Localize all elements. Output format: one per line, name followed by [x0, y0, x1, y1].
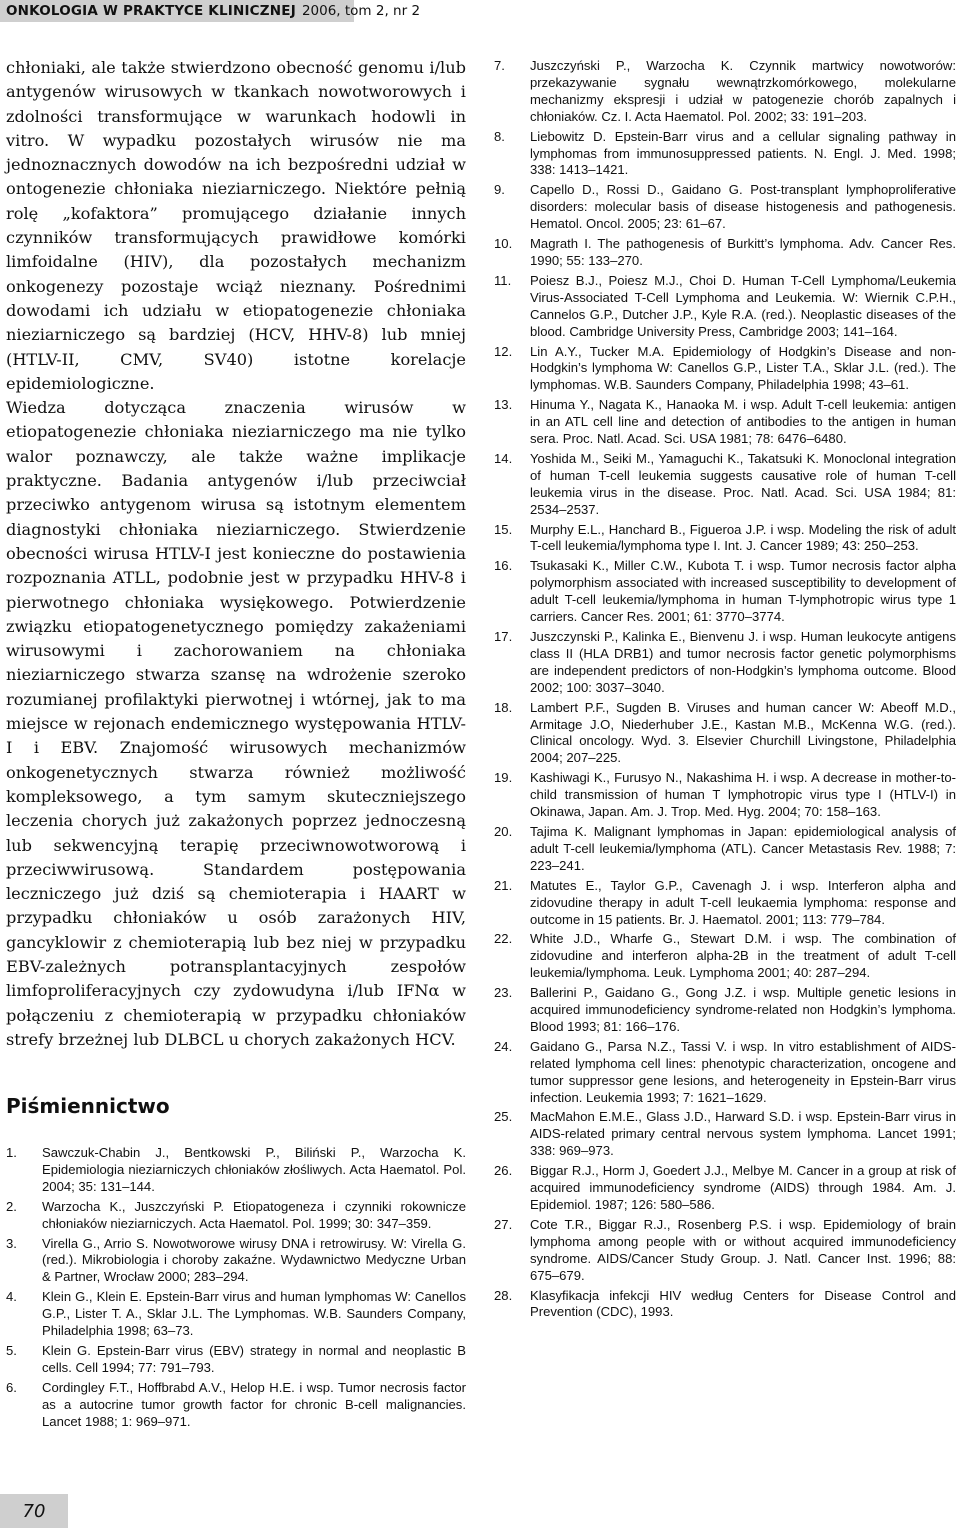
reference-item — [494, 397, 956, 448]
reference-text: Lin A.Y., Tucker M.A. Epidemiology of Hodgkin’s Disease and non-Hodgkin’s lymphoma W: Canellos G.P., Lister T.A., Sklar J.L. (red.). The lymphomas. W.B. Saunders Company, Philadelphia 1998; 43–61. — [530, 343, 956, 393]
reference-item — [494, 824, 956, 875]
reference-text: Cote T.R., Biggar R.J., Rosenberg P.S. i wsp. Epidemiology of brain lymphoma among people with or without acquired immunodeficiency syndrome. AIDS/Cancer Study Group. J. Natl. Cancer Inst. 1996; 88: 675–679. — [530, 1216, 956, 1283]
reference-text: Capello D., Rossi D., Gaidano G. Post-transplant lymphoproliferative disorders: molecular basis of disease histogenesis and pathogenesis. Hematol. Oncol. 2005; 23: 61–67. — [530, 182, 956, 232]
reference-number: 6. — [6, 1379, 17, 1395]
reference-item — [6, 1236, 466, 1287]
reference-number: 13. — [494, 397, 513, 413]
reference-item — [494, 1039, 956, 1107]
reference-item — [494, 129, 956, 180]
reference-number: 23. — [494, 985, 513, 1001]
reference-text: Virella G., Arrio S. Nowotworowe wirusy DNA i retrowirusy. W: Virella G. (red.). Mikrobiologia i choroby zakaźne. Wydawnictwo Medyczne Urban & Partner, Wrocław 2000; 283–294. — [42, 1235, 466, 1285]
reference-text: Tsukasaki K., Miller C.W., Kubota T. i wsp. Tumor necrosis factor alpha polymorphism associated with increased susceptibility to development of adult T-cell leukemia/lymphoma in human T-lymphotropic wirus type 1 carriers. Cancer Res. 2001; 61: 3770–3774. — [530, 558, 956, 625]
reference-item — [494, 182, 956, 233]
body-paragraph-1: chłoniaki, ale także stwierdzono obecność genomu i/lub antygenów wirusowych w tkankach nowotworowych i zdolności transformujące w warunkach hodowli in vitro. W wypadku pozostałych wirusów nie ma jednoznacznych dowodów na ich bezpośredni udział w ontogenezie chłoniaka nieziarniczego. Niektóre pełnią rolę „kofaktora” promującego działanie innych czynników transformujących prawidłowe komórki limfoidalne (HIV), dla pozostałych mechanizm onkogenezy pozostaje wciąż nieznany. Pośrednimi dowodami ich udziału w etiopatogenezie chłoniaka nieziarniczego są bardziej (HCV, HHV-8) lub mniej (HTLV-II, CMV, SV40) istotne korelacje epidemiologiczne. — [6, 58, 466, 393]
references-left-column — [6, 1145, 466, 1434]
reference-text: Lambert P.F., Sugden B. Viruses and human cancer W: Abeoff M.D., Armitage J.O, Niederhuber J.E., Kastan M.B., McKenna W.G. (red.). Clinical oncology. Wyd. 3. Elsevier Churchill Livingstone, Philadelphia 2004; 207–225. — [530, 699, 956, 766]
reference-text: Klein G., Klein E. Epstein-Barr virus and human lymphomas W: Canellos G.P., Lister T. A., Sklar J.L. The Lymphomas. W.B. Saunders Company, Philadelphia 1998; 63–73. — [42, 1289, 466, 1339]
reference-text: Warzocha K., Juszczyński P. Etiopatogeneza i czynniki rokownicze chłoniaków nieziarniczych. Acta Haematol. Pol. 1999; 30: 347–359. — [42, 1198, 466, 1231]
reference-text: Klein G. Epstein-Barr virus (EBV) strategy in normal and neoplastic B cells. Cell 1994; 77: 791–793. — [42, 1342, 466, 1375]
reference-number: 25. — [494, 1109, 513, 1125]
reference-number: 9. — [494, 182, 505, 198]
reference-item — [494, 1163, 956, 1214]
page-number: 70 — [0, 1494, 68, 1528]
reference-number: 7. — [494, 58, 505, 73]
references-list-right — [494, 58, 956, 1321]
reference-number: 21. — [494, 877, 513, 893]
running-header — [0, 0, 421, 22]
references-right-column — [494, 58, 956, 1324]
reference-item — [494, 236, 956, 270]
reference-text: Poiesz B.J., Poiesz M.J., Choi D. Human T-Cell Lymphoma/Leukemia Virus-Associated T-Cell Lymphoma and Leukemia. W: Wiernik C.P.H., Cannelos G.P., Dutcher J.P., Kyle R.A. (red.). Neoplastic diseases of the blood. Cambridge University Press, Cambridge 2003; 141–164. — [530, 272, 956, 339]
reference-number: 3. — [6, 1235, 17, 1251]
reference-text: Matutes E., Taylor G.P., Cavenagh J. i wsp. Interferon alpha and zidovudine therapy in adult T-cell leukaemia lymphoma: response and outcome in 15 patients. Br. J. Haematol. 2001; 113: 779–784. — [530, 877, 956, 927]
reference-text: Biggar R.J., Horm J, Goedert J.J., Melbye M. Cancer in a group at risk of acquired immunodeficiency syndrome (AIDS) through 1984. Am. J. Epidemiol. 1987; 126: 580–586. — [530, 1163, 956, 1212]
reference-item — [494, 770, 956, 821]
reference-text: Juszczyński P., Warzocha K. Czynnik martwicy nowotworów: przekazywanie sygnału wewnątrzkomórkowego, molekularne mechanizmy ekspresji i udział w patogenezie chorób zapalnych i chłoniaków. Cz. I. Acta Haematol. Pol. 2002; 33: 191–203. — [530, 58, 956, 124]
reference-item — [494, 58, 956, 126]
references-list-left — [6, 1145, 466, 1431]
body-text — [6, 56, 466, 1052]
reference-item — [6, 1380, 466, 1431]
reference-number: 15. — [494, 521, 513, 537]
references-heading: Piśmiennictwo — [6, 1094, 170, 1118]
reference-text: White J.D., Wharfe G., Stewart D.M. i wsp. The combination of zidovudine and interferon alpha-2B in the treatment of adult T-cell leukemia/lymphoma. Leuk. Lymphoma 2001; 40: 287–294. — [530, 931, 956, 981]
reference-item — [494, 1217, 956, 1285]
reference-item — [6, 1343, 466, 1377]
reference-text: Magrath I. The pathogenesis of Burkitt’s lymphoma. Adv. Cancer Res. 1990; 55: 133–270. — [530, 236, 956, 268]
reference-number: 27. — [494, 1216, 513, 1232]
reference-number: 11. — [494, 272, 512, 288]
reference-item — [494, 985, 956, 1036]
reference-number: 12. — [494, 343, 513, 359]
reference-number: 26. — [494, 1163, 513, 1179]
reference-number: 2. — [6, 1198, 17, 1214]
reference-text: Yoshida M., Seiki M., Yamaguchi K., Takatsuki K. Monoclonal integration of human T-cell leukemia suggests causative role of human T-cell leukemia virus in the disease. Proc. Natl. Acad. Sci. USA 1984; 81: 2534–2537. — [530, 450, 956, 517]
reference-item — [494, 700, 956, 768]
reference-item — [494, 451, 956, 519]
reference-number: 1. — [6, 1145, 17, 1160]
reference-number: 22. — [494, 931, 513, 947]
reference-number: 20. — [494, 823, 513, 839]
reference-text: Murphy E.L., Hanchard B., Figueroa J.P. i wsp. Modeling the risk of adult T-cell leukemia/lymphoma type I. Int. J. Cancer 1989; 43: 250–253. — [530, 521, 956, 554]
reference-item — [494, 629, 956, 697]
reference-item — [494, 273, 956, 341]
reference-number: 5. — [6, 1342, 17, 1358]
reference-number: 19. — [494, 770, 513, 786]
reference-text: Kashiwagi K., Furusyo N., Nakashima H. i wsp. A decrease in mother-to-child transmission of human T lymphotropic virus type I (HTLV-I) in Okinawa, Japan. Am. J. Trop. Med. Hyg. 2004; 70: 158–163. — [530, 770, 956, 820]
body-paragraph-2: Wiedza dotycząca znaczenia wirusów w etiopatogenezie chłoniaka nieziarniczego ma nie tylko walor poznawczy, ale także ważne implikacje praktyczne. Badania antygenów i/lub przeciwciał przeciwko antygenom wirusa są istotnym elementem diagnostyki chłoniaka nieziarniczego. Stwierdzenie obecności wirusa HTLV-I jest konieczne do postawienia rozpoznania ATLL, podobnie jest w przypadku HHV-8 i pierwotnego chłoniaka wysiękowego. Potwierdzenie związku etiopatogenetycznego pomiędzy zakażeniami wirusowymi i zachorowaniem na chłoniaka nieziarniczego stwarza szansę na wdrożenie szeroko rozumianej profilaktyki pierwotnej i wtórnej, jak to ma miejsce w rejonach endemicznego występowania HTLV-I i EBV. Znajomość wirusowych mechanizmów onkogenetycznych stwarza również możliwość kompleksowego, a tym samym skuteczniejszego leczenia chorych już zakażonych poprzez jednoczesną lub sekwencyjną terapię przeciwnowotworową i przeciwwirusową. Standardem postępowania leczniczego już dziś są chemioterapia i HAART w przypadku chłoniaków u osób zarażonych HIV, gancyklowir z chemioterapią lub bez niej w przypadku EBV-zależnych potransplantacyjnych zespołów limfoproliferacyjnych czy zydowudyna i/lub IFNα w połączeniu z chemioterapią w przypadku chłoniaków strefy brzeżnej lub DLBCL u chorych zakażonych HCV. — [6, 398, 466, 1049]
reference-number: 8. — [494, 128, 505, 144]
reference-item — [494, 931, 956, 982]
reference-item — [494, 344, 956, 395]
reference-text: MacMahon E.M.E., Glass J.D., Harward S.D. i wsp. Epstein-Barr virus in AIDS-related primary central nervous system lymphoma. Lancet 1991; 338: 969–973. — [530, 1109, 956, 1159]
journal-issue: 2006, tom 2, nr 2 — [301, 3, 421, 19]
reference-text: Gaidano G., Parsa N.Z., Tassi V. i wsp. In vitro establishment of AIDS-related lymphoma cell lines: phenotypic characterization, oncogene and tumor suppressor gene lesions, and heterogeneity in Epstein-Barr virus infection. Leukemia 1993; 7: 1621–1629. — [530, 1038, 956, 1105]
reference-number: 14. — [494, 450, 513, 466]
reference-item — [6, 1145, 466, 1196]
reference-text: Liebowitz D. Epstein-Barr virus and a cellular signaling pathway in lymphomas from immunosuppressed patients. N. Engl. J. Med. 1998; 338: 1413–1421. — [530, 128, 956, 178]
reference-text: Hinuma Y., Nagata K., Hanaoka M. i wsp. Adult T-cell leukemia: antigen in an ATL cell line and detection of antibodies to the antigen in human sera. Proc. Natl. Acad. Sci. USA 1981; 78: 6476–6480. — [530, 397, 956, 447]
reference-text: Ballerini P., Gaidano G., Gong J.Z. i wsp. Multiple genetic lesions in acquired immunodeficiency syndrome-related non Hodgkin’s lymphoma. Blood 1993; 81: 166–176. — [530, 985, 956, 1034]
reference-item — [494, 878, 956, 929]
reference-number: 24. — [494, 1038, 513, 1054]
reference-item — [494, 522, 956, 556]
reference-item — [494, 1109, 956, 1160]
reference-text: Klasyfikacja infekcji HIV według Centers for Disease Control and Prevention (CDC), 1993. — [530, 1287, 956, 1320]
reference-number: 4. — [6, 1289, 17, 1305]
reference-number: 28. — [494, 1287, 513, 1303]
reference-number: 17. — [494, 629, 513, 644]
reference-item — [494, 1288, 956, 1322]
reference-item — [6, 1199, 466, 1233]
reference-text: Juszczynski P., Kalinka E., Bienvenu J. i wsp. Human leukocyte antigens class II (HLA DRB1) and tumor necrosis factor genetic polymorphisms are independent predictors of non-Hodgkin’s lymphoma outcome. Blood 2002; 100: 3037–3040. — [530, 629, 956, 695]
reference-item — [494, 558, 956, 626]
reference-text: Cordingley F.T., Hoffbrabd A.V., Helop H.E. i wsp. Tumor necrosis factor as a autocrine tumor growth factor for chronic B-cell malignancies. Lancet 1988; 1: 969–971. — [42, 1379, 466, 1429]
body-column — [6, 56, 466, 1052]
reference-text: Sawczuk-Chabin J., Bentkowski P., Biliński P., Warzocha K. Epidemiologia nieziarniczych chłoniaków złośliwych. Acta Haematol. Pol. 2004; 35: 131–144. — [42, 1145, 466, 1194]
reference-number: 10. — [494, 236, 513, 252]
reference-item — [6, 1289, 466, 1340]
reference-text: Tajima K. Malignant lymphomas in Japan: epidemiological analysis of adult T-cell leukemia/lymphoma (ATL). Cancer Metastasis Rev. 1988; 7: 223–241. — [530, 823, 956, 873]
reference-number: 16. — [494, 558, 513, 574]
reference-number: 18. — [494, 699, 513, 715]
journal-title: ONKOLOGIA W PRAKTYCE KLINICZNEJ — [6, 3, 296, 19]
